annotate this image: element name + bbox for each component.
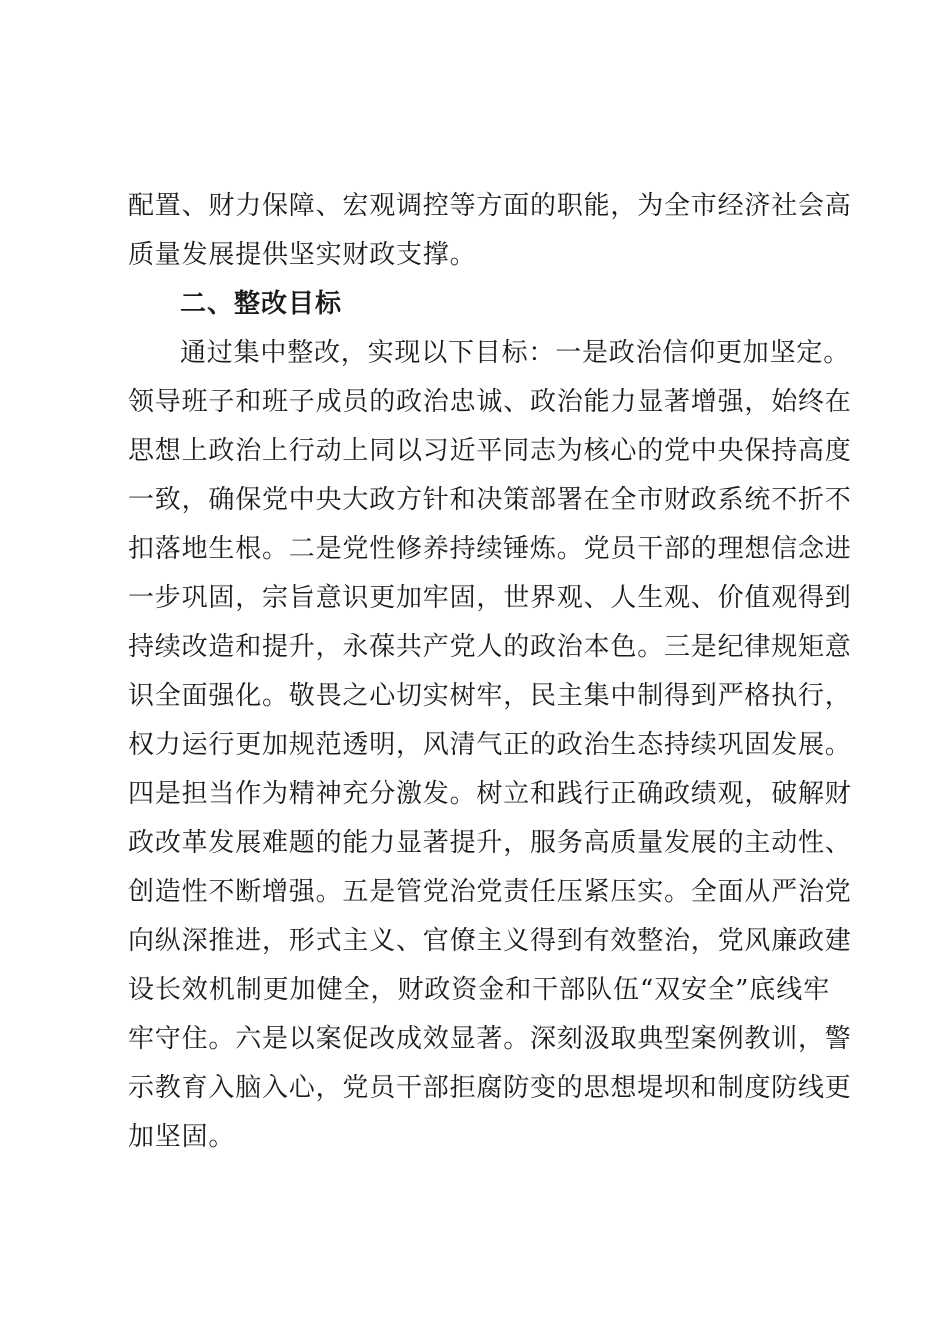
paragraph-line: 配置、财力保障、宏观调控等方面的职能，为全市经济社会高 — [128, 191, 852, 221]
paragraph-line: 思想上政治上行动上同以习近平同志为核心的党中央保持高度 — [128, 436, 852, 466]
paragraph-line: 牢守住。六是以案促改成效显著。深刻汲取典型案例教训，警 — [128, 1024, 852, 1054]
paragraph-line: 一致，确保党中央大政方针和决策部署在全市财政系统不折不 — [128, 485, 852, 515]
paragraph-line: 创造性不断增强。五是管党治党责任压紧压实。全面从严治党 — [128, 877, 852, 907]
paragraph-line: 识全面强化。敬畏之心切实树牢，民主集中制得到严格执行， — [128, 681, 852, 711]
paragraph-line: 扣落地生根。二是党性修养持续锤炼。党员干部的理想信念进 — [128, 534, 852, 564]
document-body — [128, 182, 852, 1162]
paragraph-line: 通过集中整改，实现以下目标：一是政治信仰更加坚定。 — [180, 338, 851, 368]
paragraph-line: 领导班子和班子成员的政治忠诚、政治能力显著增强，始终在 — [128, 387, 852, 417]
paragraph-line: 设长效机制更加健全，财政资金和干部队伍“双安全”底线牢 — [128, 975, 830, 1005]
paragraph-line: 持续改造和提升，永葆共产党人的政治本色。三是纪律规矩意 — [128, 632, 852, 662]
paragraph-line: 质量发展提供坚实财政支撑。 — [128, 240, 477, 270]
paragraph-line: 示教育入脑入心，党员干部拒腐防变的思想堤坝和制度防线更 — [128, 1073, 852, 1103]
paragraph-line: 加坚固。 — [128, 1122, 236, 1152]
paragraph-line: 一步巩固，宗旨意识更加牢固，世界观、人生观、价值观得到 — [128, 583, 852, 613]
section-heading: 二、整改目标 — [180, 289, 343, 319]
paragraph-line: 政改革发展难题的能力显著提升，服务高质量发展的主动性、 — [128, 828, 852, 858]
paragraph-line: 向纵深推进，形式主义、官僚主义得到有效整治，党风廉政建 — [128, 926, 852, 956]
paragraph-line: 权力运行更加规范透明，风清气正的政治生态持续巩固发展。 — [128, 730, 852, 760]
paragraph-line: 四是担当作为精神充分激发。树立和践行正确政绩观，破解财 — [128, 779, 852, 809]
